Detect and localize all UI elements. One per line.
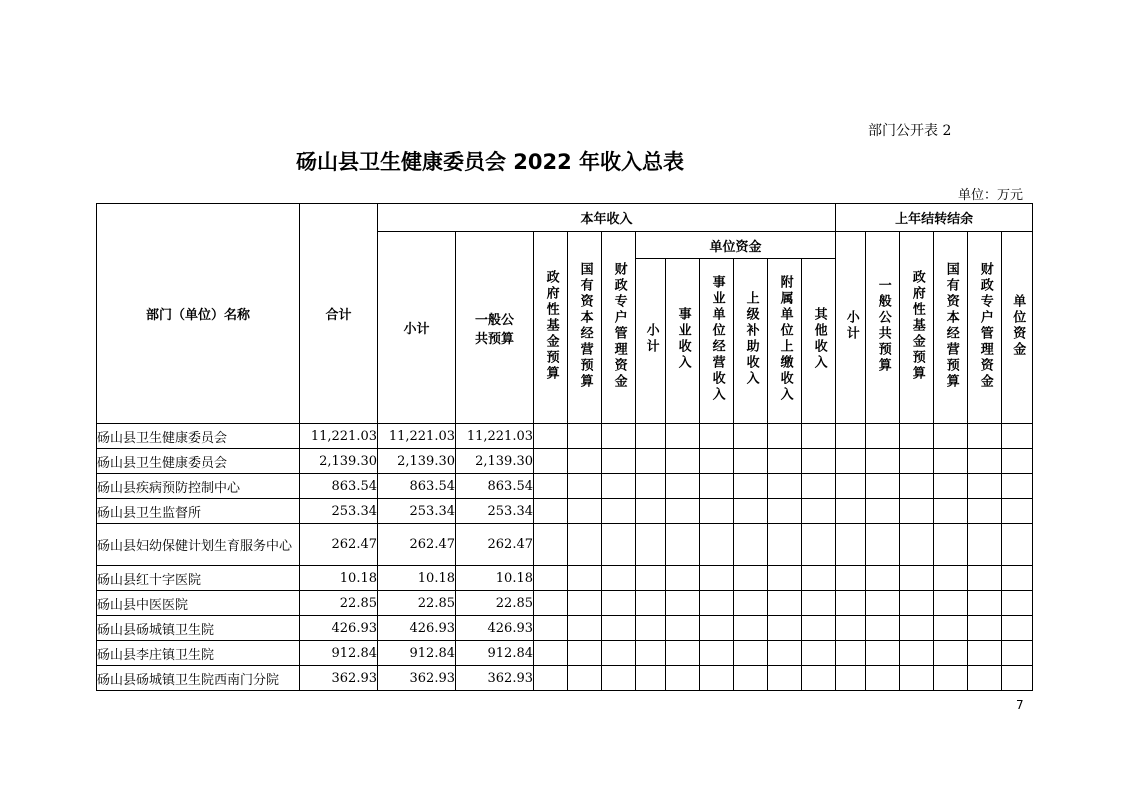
empty-cell: [700, 566, 734, 591]
row-subtotal: 10.18: [378, 566, 456, 591]
header-co-unit-funds: 单位资金: [1002, 232, 1033, 424]
empty-cell: [866, 666, 900, 691]
empty-cell: [568, 474, 602, 499]
row-total: 863.54: [300, 474, 378, 499]
empty-cell: [866, 449, 900, 474]
row-general-budget: 2,139.30: [456, 449, 534, 474]
header-fiscal-special: 财政专户管理资金: [602, 232, 636, 424]
row-total: 2,139.30: [300, 449, 378, 474]
row-dept-name: 砀山县李庄镇卫生院: [97, 641, 300, 666]
empty-cell: [534, 474, 568, 499]
row-subtotal: 22.85: [378, 591, 456, 616]
header-carryover: 上年结转结余: [836, 204, 1033, 232]
table-row: [97, 591, 1033, 616]
empty-cell: [734, 666, 768, 691]
empty-cell: [900, 641, 934, 666]
empty-cell: [1002, 449, 1033, 474]
empty-cell: [636, 424, 666, 449]
empty-cell: [900, 424, 934, 449]
empty-cell: [934, 566, 968, 591]
empty-cell: [836, 641, 866, 666]
row-subtotal: 11,221.03: [378, 424, 456, 449]
empty-cell: [568, 591, 602, 616]
table-row: [97, 499, 1033, 524]
empty-cell: [636, 591, 666, 616]
header-co-general-budget: 一般公共预算: [866, 232, 900, 424]
empty-cell: [700, 424, 734, 449]
row-general-budget: 912.84: [456, 641, 534, 666]
header-total: 合计: [300, 204, 378, 424]
empty-cell: [934, 666, 968, 691]
empty-cell: [1002, 424, 1033, 449]
table-row: [97, 641, 1033, 666]
empty-cell: [1002, 616, 1033, 641]
empty-cell: [934, 641, 968, 666]
empty-cell: [934, 449, 968, 474]
empty-cell: [602, 566, 636, 591]
empty-cell: [666, 616, 700, 641]
empty-cell: [602, 449, 636, 474]
row-total: 912.84: [300, 641, 378, 666]
page-title: 砀山县卫生健康委员会 2022 年收入总表: [295, 150, 685, 174]
empty-cell: [636, 641, 666, 666]
row-subtotal: 253.34: [378, 499, 456, 524]
empty-cell: [768, 424, 802, 449]
empty-cell: [636, 499, 666, 524]
empty-cell: [1002, 524, 1033, 566]
empty-cell: [802, 499, 836, 524]
empty-cell: [968, 474, 1002, 499]
empty-cell: [700, 616, 734, 641]
row-general-budget: 10.18: [456, 566, 534, 591]
form-number: 部门公开表 2: [868, 123, 952, 139]
empty-cell: [802, 641, 836, 666]
row-dept-name: 砀山县卫生监督所: [97, 499, 300, 524]
unit-label: 单位：万元: [958, 188, 1024, 203]
empty-cell: [700, 641, 734, 666]
row-general-budget: 253.34: [456, 499, 534, 524]
empty-cell: [534, 424, 568, 449]
empty-cell: [802, 616, 836, 641]
empty-cell: [968, 566, 1002, 591]
row-dept-name: 砀山县疾病预防控制中心: [97, 474, 300, 499]
empty-cell: [534, 666, 568, 691]
row-general-budget: 863.54: [456, 474, 534, 499]
empty-cell: [934, 591, 968, 616]
empty-cell: [568, 641, 602, 666]
empty-cell: [802, 449, 836, 474]
empty-cell: [968, 524, 1002, 566]
empty-cell: [802, 424, 836, 449]
empty-cell: [934, 499, 968, 524]
empty-cell: [534, 449, 568, 474]
empty-cell: [768, 566, 802, 591]
empty-cell: [802, 591, 836, 616]
empty-cell: [568, 449, 602, 474]
row-subtotal: 863.54: [378, 474, 456, 499]
empty-cell: [700, 499, 734, 524]
header-uf-subtotal: 小计: [636, 259, 666, 424]
empty-cell: [836, 566, 866, 591]
empty-cell: [602, 666, 636, 691]
empty-cell: [734, 499, 768, 524]
row-dept-name: 砀山县中医医院: [97, 591, 300, 616]
empty-cell: [968, 666, 1002, 691]
page-number: 7: [1016, 698, 1024, 712]
header-uf-superior-subsidy: 上级补助收入: [734, 259, 768, 424]
empty-cell: [534, 591, 568, 616]
header-state-capital: 国有资本经营预算: [568, 232, 602, 424]
row-subtotal: 262.47: [378, 524, 456, 566]
empty-cell: [700, 591, 734, 616]
empty-cell: [802, 666, 836, 691]
empty-cell: [568, 499, 602, 524]
row-dept-name: 砀山县卫生健康委员会: [97, 449, 300, 474]
header-co-fiscal-special: 财政专户管理资金: [968, 232, 1002, 424]
empty-cell: [934, 524, 968, 566]
row-total: 253.34: [300, 499, 378, 524]
empty-cell: [900, 524, 934, 566]
row-general-budget: 22.85: [456, 591, 534, 616]
empty-cell: [968, 424, 1002, 449]
empty-cell: [900, 591, 934, 616]
empty-cell: [602, 641, 636, 666]
empty-cell: [900, 566, 934, 591]
empty-cell: [802, 566, 836, 591]
empty-cell: [836, 591, 866, 616]
empty-cell: [836, 474, 866, 499]
empty-cell: [534, 524, 568, 566]
empty-cell: [968, 641, 1002, 666]
empty-cell: [700, 474, 734, 499]
empty-cell: [666, 449, 700, 474]
empty-cell: [734, 616, 768, 641]
empty-cell: [636, 616, 666, 641]
empty-cell: [768, 591, 802, 616]
row-general-budget: 362.93: [456, 666, 534, 691]
header-uf-affiliated-payment: 附属单位上缴收入: [768, 259, 802, 424]
empty-cell: [568, 424, 602, 449]
empty-cell: [768, 499, 802, 524]
empty-cell: [602, 499, 636, 524]
row-general-budget: 426.93: [456, 616, 534, 641]
row-subtotal: 912.84: [378, 641, 456, 666]
empty-cell: [968, 499, 1002, 524]
header-co-state-capital: 国有资本经营预算: [934, 232, 968, 424]
empty-cell: [768, 641, 802, 666]
empty-cell: [666, 666, 700, 691]
empty-cell: [1002, 591, 1033, 616]
empty-cell: [1002, 666, 1033, 691]
header-uf-business-income: 事业收入: [666, 259, 700, 424]
empty-cell: [666, 641, 700, 666]
header-dept-name: 部门（单位）名称: [97, 204, 300, 424]
empty-cell: [734, 424, 768, 449]
header-gov-fund: 政府性基金预算: [534, 232, 568, 424]
empty-cell: [568, 524, 602, 566]
empty-cell: [602, 474, 636, 499]
empty-cell: [968, 616, 1002, 641]
table-row: [97, 616, 1033, 641]
table-row: [97, 474, 1033, 499]
row-total: 10.18: [300, 566, 378, 591]
empty-cell: [768, 666, 802, 691]
empty-cell: [866, 499, 900, 524]
empty-cell: [534, 616, 568, 641]
row-subtotal: 426.93: [378, 616, 456, 641]
empty-cell: [666, 424, 700, 449]
empty-cell: [734, 474, 768, 499]
empty-cell: [968, 591, 1002, 616]
empty-cell: [866, 591, 900, 616]
header-co-subtotal: 小计: [836, 232, 866, 424]
empty-cell: [734, 641, 768, 666]
empty-cell: [534, 641, 568, 666]
empty-cell: [602, 616, 636, 641]
empty-cell: [734, 449, 768, 474]
table-row: [97, 524, 1033, 566]
empty-cell: [802, 524, 836, 566]
empty-cell: [802, 474, 836, 499]
empty-cell: [700, 449, 734, 474]
empty-cell: [1002, 499, 1033, 524]
empty-cell: [602, 591, 636, 616]
empty-cell: [666, 499, 700, 524]
empty-cell: [900, 449, 934, 474]
empty-cell: [636, 666, 666, 691]
table-row: [97, 449, 1033, 474]
empty-cell: [866, 424, 900, 449]
empty-cell: [568, 666, 602, 691]
empty-cell: [768, 449, 802, 474]
row-total: 22.85: [300, 591, 378, 616]
empty-cell: [602, 524, 636, 566]
row-total: 11,221.03: [300, 424, 378, 449]
empty-cell: [836, 616, 866, 641]
row-total: 362.93: [300, 666, 378, 691]
empty-cell: [636, 449, 666, 474]
empty-cell: [934, 616, 968, 641]
empty-cell: [836, 499, 866, 524]
empty-cell: [734, 524, 768, 566]
empty-cell: [866, 474, 900, 499]
empty-cell: [700, 524, 734, 566]
table-row: [97, 666, 1033, 691]
table-row: [97, 424, 1033, 449]
empty-cell: [602, 424, 636, 449]
row-subtotal: 362.93: [378, 666, 456, 691]
empty-cell: [768, 474, 802, 499]
empty-cell: [666, 591, 700, 616]
empty-cell: [934, 474, 968, 499]
empty-cell: [568, 566, 602, 591]
header-uf-business-operating: 事业单位经营收入: [700, 259, 734, 424]
empty-cell: [734, 566, 768, 591]
empty-cell: [836, 449, 866, 474]
row-dept-name: 砀山县妇幼保健计划生育服务中心: [97, 524, 300, 566]
empty-cell: [968, 449, 1002, 474]
empty-cell: [734, 591, 768, 616]
empty-cell: [934, 424, 968, 449]
header-unit-funds: 单位资金: [636, 232, 836, 259]
header-co-gov-fund: 政府性基金预算: [900, 232, 934, 424]
empty-cell: [900, 616, 934, 641]
row-general-budget: 11,221.03: [456, 424, 534, 449]
empty-cell: [900, 474, 934, 499]
empty-cell: [568, 616, 602, 641]
row-total: 262.47: [300, 524, 378, 566]
row-subtotal: 2,139.30: [378, 449, 456, 474]
empty-cell: [1002, 566, 1033, 591]
row-dept-name: 砀山县砀城镇卫生院: [97, 616, 300, 641]
row-total: 426.93: [300, 616, 378, 641]
table-row: [97, 566, 1033, 591]
row-dept-name: 砀山县卫生健康委员会: [97, 424, 300, 449]
income-summary-table: [96, 203, 1033, 691]
empty-cell: [866, 641, 900, 666]
empty-cell: [1002, 641, 1033, 666]
empty-cell: [700, 666, 734, 691]
empty-cell: [836, 666, 866, 691]
header-subtotal: 小计: [378, 232, 456, 424]
row-dept-name: 砀山县红十字医院: [97, 566, 300, 591]
empty-cell: [534, 499, 568, 524]
empty-cell: [836, 424, 866, 449]
empty-cell: [1002, 474, 1033, 499]
empty-cell: [636, 524, 666, 566]
header-general-budget: 一般公共预算: [456, 232, 534, 424]
empty-cell: [636, 474, 666, 499]
header-uf-other-income: 其他收入: [802, 259, 836, 424]
empty-cell: [900, 666, 934, 691]
empty-cell: [768, 616, 802, 641]
empty-cell: [636, 566, 666, 591]
header-current-year-income: 本年收入: [378, 204, 836, 232]
empty-cell: [866, 616, 900, 641]
row-dept-name: 砀山县砀城镇卫生院西南门分院: [97, 666, 300, 691]
table-body: [97, 424, 1033, 691]
empty-cell: [666, 566, 700, 591]
empty-cell: [900, 499, 934, 524]
row-general-budget: 262.47: [456, 524, 534, 566]
empty-cell: [836, 524, 866, 566]
empty-cell: [768, 524, 802, 566]
empty-cell: [866, 524, 900, 566]
empty-cell: [534, 566, 568, 591]
empty-cell: [866, 566, 900, 591]
empty-cell: [666, 474, 700, 499]
empty-cell: [666, 524, 700, 566]
